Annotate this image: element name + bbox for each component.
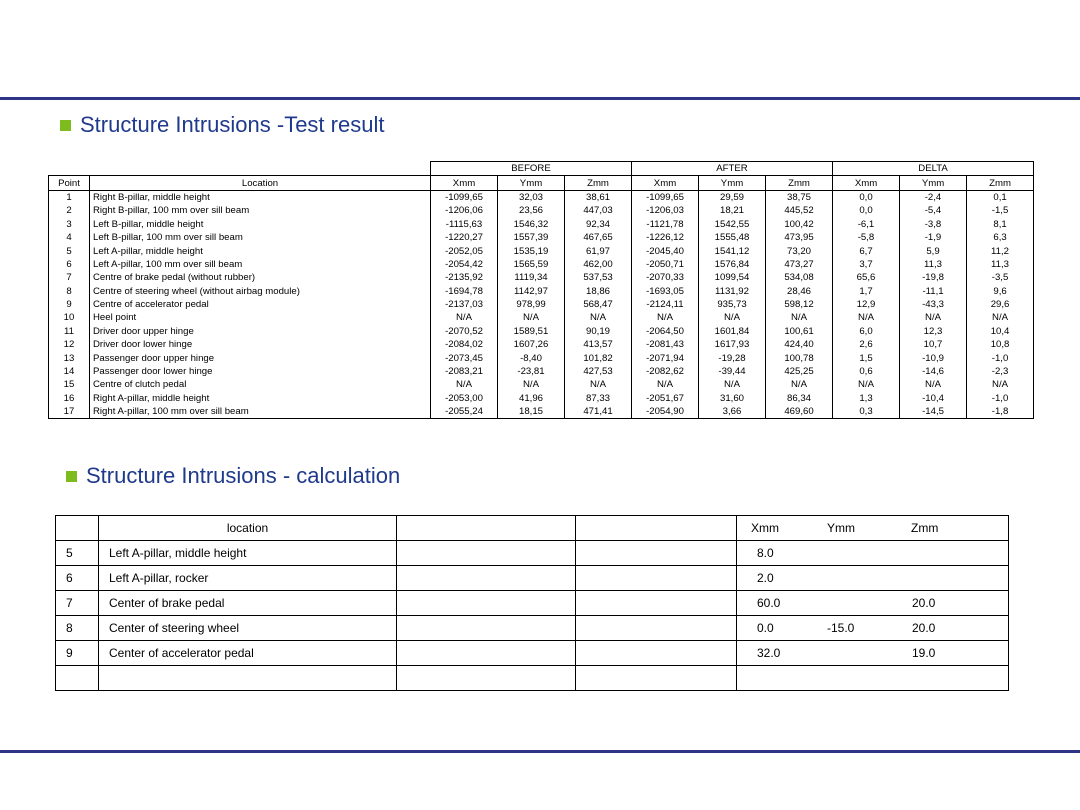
point-cell: 9 [49, 298, 90, 311]
value-cell: N/A [632, 378, 699, 391]
point-cell: 1 [49, 190, 90, 204]
value-cell: 1,7 [833, 285, 900, 298]
calc-number-cell: 5 [56, 541, 99, 566]
calc-values-cell [737, 641, 1009, 666]
calc-location-cell: Center of steering wheel [99, 616, 397, 641]
value-cell: -1121,78 [632, 218, 699, 231]
value-cell: -43,3 [900, 298, 967, 311]
value-cell: -2064,50 [632, 325, 699, 338]
calc-y-value: -15.0 [827, 621, 855, 635]
value-cell: 469,60 [766, 405, 833, 419]
value-cell: 11,3 [967, 258, 1034, 271]
value-cell: 1607,26 [498, 338, 565, 351]
value-cell: 1542,55 [699, 218, 766, 231]
location-cell: Right B-pillar, middle height [90, 190, 431, 204]
calc-empty-cell [576, 641, 737, 666]
value-cell: 10,8 [967, 338, 1034, 351]
column-header: Zmm [766, 176, 833, 190]
value-cell: 598,12 [766, 298, 833, 311]
location-cell: Passenger door lower hinge [90, 365, 431, 378]
value-cell: 1,5 [833, 351, 900, 364]
column-header: Ymm [699, 176, 766, 190]
table-row [49, 271, 1034, 284]
calc-row [56, 616, 1009, 641]
square-bullet-icon [60, 120, 71, 131]
value-cell: 467,65 [565, 231, 632, 244]
value-cell: 10,7 [900, 338, 967, 351]
value-cell: 41,96 [498, 392, 565, 405]
value-cell: 11,3 [900, 258, 967, 271]
calc-number-cell [56, 666, 99, 691]
location-cell: Centre of brake pedal (without rubber) [90, 271, 431, 284]
value-cell: N/A [431, 378, 498, 391]
value-cell: -2070,33 [632, 271, 699, 284]
column-header: Point [49, 176, 90, 190]
value-cell: -8,40 [498, 351, 565, 364]
location-cell: Passenger door upper hinge [90, 351, 431, 364]
value-cell: 1576,84 [699, 258, 766, 271]
value-cell: -10,9 [900, 351, 967, 364]
calc-row [56, 566, 1009, 591]
value-cell: -5,8 [833, 231, 900, 244]
column-header-row [49, 176, 1034, 190]
calc-header-axes [737, 516, 1009, 541]
value-cell: -1,8 [967, 405, 1034, 419]
value-cell: 100,42 [766, 218, 833, 231]
table-row [49, 338, 1034, 351]
calc-header-y: Ymm [827, 521, 855, 535]
value-cell: -2050,71 [632, 258, 699, 271]
table-row [49, 311, 1034, 324]
point-cell: 7 [49, 271, 90, 284]
group-header-after: AFTER [632, 162, 833, 176]
value-cell: 6,3 [967, 231, 1034, 244]
calc-header-x: Xmm [751, 521, 779, 535]
location-cell: Right B-pillar, 100 mm over sill beam [90, 204, 431, 217]
table-row [49, 365, 1034, 378]
point-cell: 5 [49, 244, 90, 257]
value-cell: -2052,05 [431, 244, 498, 257]
point-cell: 16 [49, 392, 90, 405]
value-cell: 6,7 [833, 244, 900, 257]
value-cell: -1099,65 [431, 190, 498, 204]
square-bullet-icon [66, 471, 77, 482]
value-cell: 0,3 [833, 405, 900, 419]
calc-z-value: 19.0 [912, 646, 936, 660]
table-row [49, 285, 1034, 298]
value-cell: -1099,65 [632, 190, 699, 204]
calc-number-cell: 8 [56, 616, 99, 641]
value-cell: 92,34 [565, 218, 632, 231]
value-cell: 12,3 [900, 325, 967, 338]
value-cell: -2084,02 [431, 338, 498, 351]
calc-empty-cell [397, 566, 576, 591]
value-cell: 1119,34 [498, 271, 565, 284]
section-heading-calculation [66, 463, 400, 489]
calc-header-cell [56, 516, 99, 541]
value-cell: 1617,93 [699, 338, 766, 351]
column-header: Xmm [632, 176, 699, 190]
calc-z-value: 20.0 [912, 621, 936, 635]
value-cell: -2045,40 [632, 244, 699, 257]
calc-values-cell [737, 591, 1009, 616]
location-cell: Centre of steering wheel (without airbag module) [90, 285, 431, 298]
value-cell: 447,03 [565, 204, 632, 217]
value-cell: 10,4 [967, 325, 1034, 338]
calc-row [56, 641, 1009, 666]
value-cell: 1541,12 [699, 244, 766, 257]
value-cell: -1693,05 [632, 285, 699, 298]
value-cell: 31,60 [699, 392, 766, 405]
column-header: Zmm [967, 176, 1034, 190]
value-cell: 8,1 [967, 218, 1034, 231]
value-cell: 23,56 [498, 204, 565, 217]
value-cell: N/A [833, 311, 900, 324]
value-cell: 462,00 [565, 258, 632, 271]
value-cell: 473,95 [766, 231, 833, 244]
group-header-before: BEFORE [431, 162, 632, 176]
point-cell: 3 [49, 218, 90, 231]
calc-number-cell: 9 [56, 641, 99, 666]
table-row [49, 231, 1034, 244]
table-row [49, 392, 1034, 405]
point-cell: 12 [49, 338, 90, 351]
value-cell: -2137,03 [431, 298, 498, 311]
calc-location-cell: Center of accelerator pedal [99, 641, 397, 666]
value-cell: 1131,92 [699, 285, 766, 298]
section-heading-test-result [60, 112, 384, 138]
value-cell: -2,4 [900, 190, 967, 204]
point-cell: 10 [49, 311, 90, 324]
table-row [49, 378, 1034, 391]
value-cell: 61,97 [565, 244, 632, 257]
value-cell: -1694,78 [431, 285, 498, 298]
value-cell: 38,75 [766, 190, 833, 204]
value-cell: 427,53 [565, 365, 632, 378]
location-cell: Left B-pillar, 100 mm over sill beam [90, 231, 431, 244]
value-cell: -2135,92 [431, 271, 498, 284]
value-cell: 29,6 [967, 298, 1034, 311]
calc-row [56, 541, 1009, 566]
value-cell: -3,8 [900, 218, 967, 231]
point-cell: 8 [49, 285, 90, 298]
value-cell: -2051,67 [632, 392, 699, 405]
value-cell: -1220,27 [431, 231, 498, 244]
value-cell: -1,5 [967, 204, 1034, 217]
value-cell: -19,28 [699, 351, 766, 364]
value-cell: -2053,00 [431, 392, 498, 405]
table-row [49, 298, 1034, 311]
calc-row [56, 591, 1009, 616]
location-cell: Centre of accelerator pedal [90, 298, 431, 311]
location-cell: Right A-pillar, 100 mm over sill beam [90, 405, 431, 419]
calc-z-value: 20.0 [912, 596, 936, 610]
value-cell: 1589,51 [498, 325, 565, 338]
value-cell: 1142,97 [498, 285, 565, 298]
value-cell: -11,1 [900, 285, 967, 298]
table-row [49, 190, 1034, 204]
column-header: Ymm [900, 176, 967, 190]
value-cell: 3,7 [833, 258, 900, 271]
value-cell: -2071,94 [632, 351, 699, 364]
value-cell: 1535,19 [498, 244, 565, 257]
value-cell: -2073,45 [431, 351, 498, 364]
value-cell: N/A [766, 311, 833, 324]
value-cell: N/A [967, 311, 1034, 324]
calc-values-cell [737, 566, 1009, 591]
point-cell: 14 [49, 365, 90, 378]
calc-number-cell: 6 [56, 566, 99, 591]
value-cell: -2070,52 [431, 325, 498, 338]
value-cell: 12,9 [833, 298, 900, 311]
group-header-delta: DELTA [833, 162, 1034, 176]
calc-empty-cell [576, 566, 737, 591]
value-cell: N/A [900, 311, 967, 324]
calc-empty-cell [397, 591, 576, 616]
point-cell: 17 [49, 405, 90, 419]
value-cell: 471,41 [565, 405, 632, 419]
value-cell: -6,1 [833, 218, 900, 231]
value-cell: -19,8 [900, 271, 967, 284]
value-cell: -1115,63 [431, 218, 498, 231]
value-cell: -3,5 [967, 271, 1034, 284]
value-cell: N/A [565, 311, 632, 324]
location-cell: Heel point [90, 311, 431, 324]
value-cell: -1226,12 [632, 231, 699, 244]
value-cell: 28,46 [766, 285, 833, 298]
section-title: Structure Intrusions - calculation [86, 463, 401, 488]
column-header: Ymm [498, 176, 565, 190]
column-header: Zmm [565, 176, 632, 190]
value-cell: N/A [699, 378, 766, 391]
value-cell: 3,66 [699, 405, 766, 419]
value-cell: 100,78 [766, 351, 833, 364]
calc-values-cell [737, 616, 1009, 641]
value-cell: 32,03 [498, 190, 565, 204]
value-cell: -2055,24 [431, 405, 498, 419]
calc-header-cell [576, 516, 737, 541]
value-cell: 1565,59 [498, 258, 565, 271]
calc-empty-cell [576, 541, 737, 566]
point-cell: 4 [49, 231, 90, 244]
value-cell: 1601,84 [699, 325, 766, 338]
point-cell: 15 [49, 378, 90, 391]
table-row [49, 244, 1034, 257]
value-cell: 18,21 [699, 204, 766, 217]
value-cell: N/A [565, 378, 632, 391]
column-header: Xmm [431, 176, 498, 190]
calc-header-row [56, 516, 1009, 541]
value-cell: 6,0 [833, 325, 900, 338]
location-cell: Driver door upper hinge [90, 325, 431, 338]
value-cell: 425,25 [766, 365, 833, 378]
value-cell: 29,59 [699, 190, 766, 204]
value-cell: 445,52 [766, 204, 833, 217]
value-cell: N/A [967, 378, 1034, 391]
calc-x-value: 60.0 [757, 596, 781, 610]
value-cell: 2,6 [833, 338, 900, 351]
value-cell: 86,34 [766, 392, 833, 405]
location-cell: Left A-pillar, 100 mm over sill beam [90, 258, 431, 271]
value-cell: 1099,54 [699, 271, 766, 284]
location-cell: Left B-pillar, middle height [90, 218, 431, 231]
calculation-table [55, 515, 1009, 691]
value-cell: 935,73 [699, 298, 766, 311]
value-cell: 101,82 [565, 351, 632, 364]
value-cell: 90,19 [565, 325, 632, 338]
value-cell: 413,57 [565, 338, 632, 351]
value-cell: 11,2 [967, 244, 1034, 257]
point-cell: 6 [49, 258, 90, 271]
calc-values-cell [737, 666, 1009, 691]
value-cell: -23,81 [498, 365, 565, 378]
column-header: Xmm [833, 176, 900, 190]
value-cell: 1555,48 [699, 231, 766, 244]
calc-location-cell: Left A-pillar, rocker [99, 566, 397, 591]
calc-location-cell: Left A-pillar, middle height [99, 541, 397, 566]
calc-location-cell: Center of brake pedal [99, 591, 397, 616]
value-cell: -1206,06 [431, 204, 498, 217]
value-cell: 1557,39 [498, 231, 565, 244]
calc-x-value: 2.0 [757, 571, 774, 585]
value-cell: N/A [498, 311, 565, 324]
value-cell: 38,61 [565, 190, 632, 204]
bottom-divider [0, 750, 1080, 753]
value-cell: 537,53 [565, 271, 632, 284]
location-cell: Centre of clutch pedal [90, 378, 431, 391]
calc-empty-cell [397, 641, 576, 666]
value-cell: -14,5 [900, 405, 967, 419]
value-cell: -1,0 [967, 392, 1034, 405]
value-cell: -2,3 [967, 365, 1034, 378]
value-cell: 473,27 [766, 258, 833, 271]
value-cell: 0,0 [833, 190, 900, 204]
value-cell: 87,33 [565, 392, 632, 405]
point-cell: 13 [49, 351, 90, 364]
table-row [49, 218, 1034, 231]
calc-number-cell: 7 [56, 591, 99, 616]
table-row [49, 204, 1034, 217]
value-cell: -2083,21 [431, 365, 498, 378]
test-result-table [48, 161, 1034, 419]
point-cell: 2 [49, 204, 90, 217]
value-cell: -5,4 [900, 204, 967, 217]
value-cell: 0,0 [833, 204, 900, 217]
value-cell: N/A [699, 311, 766, 324]
point-cell: 11 [49, 325, 90, 338]
value-cell: 5,9 [900, 244, 967, 257]
value-cell: N/A [833, 378, 900, 391]
calc-empty-cell [576, 666, 737, 691]
value-cell: N/A [900, 378, 967, 391]
value-cell: -2054,42 [431, 258, 498, 271]
calc-header-z: Zmm [911, 521, 939, 535]
calc-empty-cell [397, 666, 576, 691]
column-header: Location [90, 176, 431, 190]
value-cell: -2124,11 [632, 298, 699, 311]
location-cell: Driver door lower hinge [90, 338, 431, 351]
calc-row [56, 666, 1009, 691]
value-cell: -14,6 [900, 365, 967, 378]
value-cell: 0,1 [967, 190, 1034, 204]
calc-empty-cell [576, 591, 737, 616]
value-cell: -2082,62 [632, 365, 699, 378]
value-cell: 534,08 [766, 271, 833, 284]
value-cell: N/A [498, 378, 565, 391]
value-cell: 73,20 [766, 244, 833, 257]
value-cell: 978,99 [498, 298, 565, 311]
value-cell: 65,6 [833, 271, 900, 284]
calc-empty-cell [397, 541, 576, 566]
table-row [49, 258, 1034, 271]
value-cell: -10,4 [900, 392, 967, 405]
section-title: Structure Intrusions -Test result [80, 112, 385, 137]
calc-empty-cell [576, 616, 737, 641]
calc-values-cell [737, 541, 1009, 566]
value-cell: 100,61 [766, 325, 833, 338]
table-row [49, 405, 1034, 419]
value-cell: 568,47 [565, 298, 632, 311]
value-cell: 1,3 [833, 392, 900, 405]
value-cell: 18,15 [498, 405, 565, 419]
value-cell: -1,9 [900, 231, 967, 244]
group-header-row [49, 162, 1034, 176]
value-cell: -1206,03 [632, 204, 699, 217]
value-cell: 18,86 [565, 285, 632, 298]
top-divider [0, 97, 1080, 100]
value-cell: N/A [431, 311, 498, 324]
value-cell: N/A [766, 378, 833, 391]
value-cell: -2081,43 [632, 338, 699, 351]
calc-x-value: 32.0 [757, 646, 781, 660]
calc-header-location: location [99, 516, 397, 541]
value-cell: 1546,32 [498, 218, 565, 231]
table-row [49, 351, 1034, 364]
calc-location-cell [99, 666, 397, 691]
calc-empty-cell [397, 616, 576, 641]
value-cell: 424,40 [766, 338, 833, 351]
value-cell: N/A [632, 311, 699, 324]
calc-x-value: 0.0 [757, 621, 774, 635]
calc-header-cell [397, 516, 576, 541]
calc-x-value: 8.0 [757, 546, 774, 560]
location-cell: Right A-pillar, middle height [90, 392, 431, 405]
value-cell: -39,44 [699, 365, 766, 378]
value-cell: -2054,90 [632, 405, 699, 419]
value-cell: 0,6 [833, 365, 900, 378]
value-cell: -1,0 [967, 351, 1034, 364]
value-cell: 9,6 [967, 285, 1034, 298]
table-row [49, 325, 1034, 338]
location-cell: Left A-pillar, middle height [90, 244, 431, 257]
